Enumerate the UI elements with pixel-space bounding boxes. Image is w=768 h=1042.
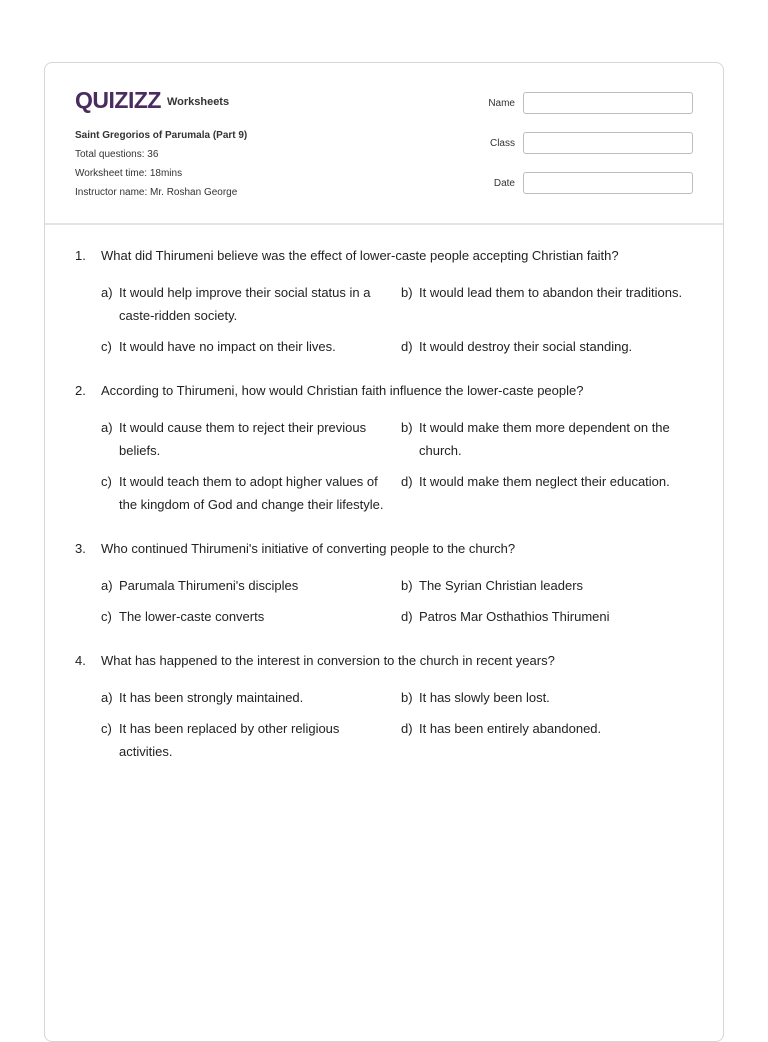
option-letter: d) xyxy=(401,721,413,736)
date-field-row xyxy=(488,171,693,195)
answer-options xyxy=(101,574,693,628)
option-text: Parumala Thirumeni's disciples xyxy=(119,578,299,593)
option-letter: b) xyxy=(401,420,413,435)
question-text: What did Thirumeni believe was the effect of lower-caste people accepting Christian faith? xyxy=(101,248,619,263)
name-label: Name xyxy=(488,97,515,109)
option-text: It would lead them to abandon their traditions. xyxy=(419,285,683,300)
answer-options xyxy=(101,281,693,358)
option-text: The lower-caste converts xyxy=(119,609,265,624)
class-field[interactable] xyxy=(523,132,693,154)
option-c[interactable] xyxy=(101,470,401,516)
option-text: It has slowly been lost. xyxy=(419,690,550,705)
date-field[interactable] xyxy=(523,172,693,194)
option-a[interactable] xyxy=(101,416,401,462)
option-d[interactable] xyxy=(401,717,701,763)
option-letter: b) xyxy=(401,578,413,593)
option-text: It would make them neglect their education. xyxy=(419,474,670,489)
option-letter: c) xyxy=(101,609,112,624)
date-label: Date xyxy=(493,177,515,189)
question-text: Who continued Thirumeni's initiative of converting people to the church? xyxy=(101,541,516,556)
option-letter: d) xyxy=(401,339,413,354)
class-field-row xyxy=(488,131,693,155)
option-d[interactable] xyxy=(401,335,701,358)
worksheet-time: Worksheet time: 18mins xyxy=(75,168,183,179)
worksheet-meta xyxy=(75,126,247,202)
question-number: 3. xyxy=(75,541,86,556)
option-letter: d) xyxy=(401,474,413,489)
option-b[interactable] xyxy=(401,281,701,327)
worksheet-title: Saint Gregorios of Parumala (Part 9) xyxy=(75,130,248,141)
option-text: It would destroy their social standing. xyxy=(419,339,633,354)
question-list xyxy=(75,247,693,787)
option-text: It has been replaced by other religious activities. xyxy=(119,721,340,759)
option-c[interactable] xyxy=(101,605,401,628)
option-text: Patros Mar Osthathios Thirumeni xyxy=(419,609,610,624)
option-d[interactable] xyxy=(401,470,701,516)
instructor-name: Instructor name: Mr. Roshan George xyxy=(75,187,238,198)
option-text: It would have no impact on their lives. xyxy=(119,339,336,354)
logo-subtitle: Worksheets xyxy=(166,95,230,108)
question xyxy=(75,652,693,763)
option-letter: c) xyxy=(101,339,112,354)
option-b[interactable] xyxy=(401,574,701,597)
question-number: 4. xyxy=(75,653,86,668)
worksheet xyxy=(44,62,724,1042)
answer-options xyxy=(101,686,693,763)
question xyxy=(75,382,693,516)
option-text: It has been entirely abandoned. xyxy=(419,721,602,736)
option-a[interactable] xyxy=(101,574,401,597)
option-c[interactable] xyxy=(101,335,401,358)
option-letter: d) xyxy=(401,609,413,624)
answer-options xyxy=(101,416,693,516)
option-text: It would make them more dependent on the church. xyxy=(419,420,670,458)
option-c[interactable] xyxy=(101,717,401,763)
option-a[interactable] xyxy=(101,686,401,709)
option-letter: b) xyxy=(401,690,413,705)
name-field[interactable] xyxy=(523,92,693,114)
question-text: What has happened to the interest in conversion to the church in recent years? xyxy=(101,653,555,668)
question-text: According to Thirumeni, how would Christian faith influence the lower-caste people? xyxy=(101,383,584,398)
brand xyxy=(75,87,229,114)
option-letter: a) xyxy=(101,420,113,435)
question xyxy=(75,540,693,628)
student-fields xyxy=(488,91,693,211)
option-text: It would help improve their social status in a caste-ridden society. xyxy=(119,285,371,323)
class-label: Class xyxy=(489,137,515,149)
option-letter: a) xyxy=(101,285,113,300)
option-letter: a) xyxy=(101,690,113,705)
question-number: 2. xyxy=(75,383,86,398)
option-letter: c) xyxy=(101,721,112,736)
quizizz-logo: QUIZIZZ xyxy=(75,87,161,113)
option-text: The Syrian Christian leaders xyxy=(419,578,584,593)
option-letter: a) xyxy=(101,578,113,593)
option-text: It would cause them to reject their previous beliefs. xyxy=(119,420,367,458)
question xyxy=(75,247,693,358)
option-text: It has been strongly maintained. xyxy=(119,690,304,705)
option-d[interactable] xyxy=(401,605,701,628)
option-letter: c) xyxy=(101,474,112,489)
option-a[interactable] xyxy=(101,281,401,327)
option-text: It would teach them to adopt higher values of the kingdom of God and change their lifestyle. xyxy=(119,474,384,512)
option-b[interactable] xyxy=(401,416,701,462)
total-questions: Total questions: 36 xyxy=(75,149,159,160)
option-b[interactable] xyxy=(401,686,701,709)
option-letter: b) xyxy=(401,285,413,300)
worksheet-header xyxy=(45,63,723,225)
name-field-row xyxy=(488,91,693,115)
question-number: 1. xyxy=(75,248,86,263)
